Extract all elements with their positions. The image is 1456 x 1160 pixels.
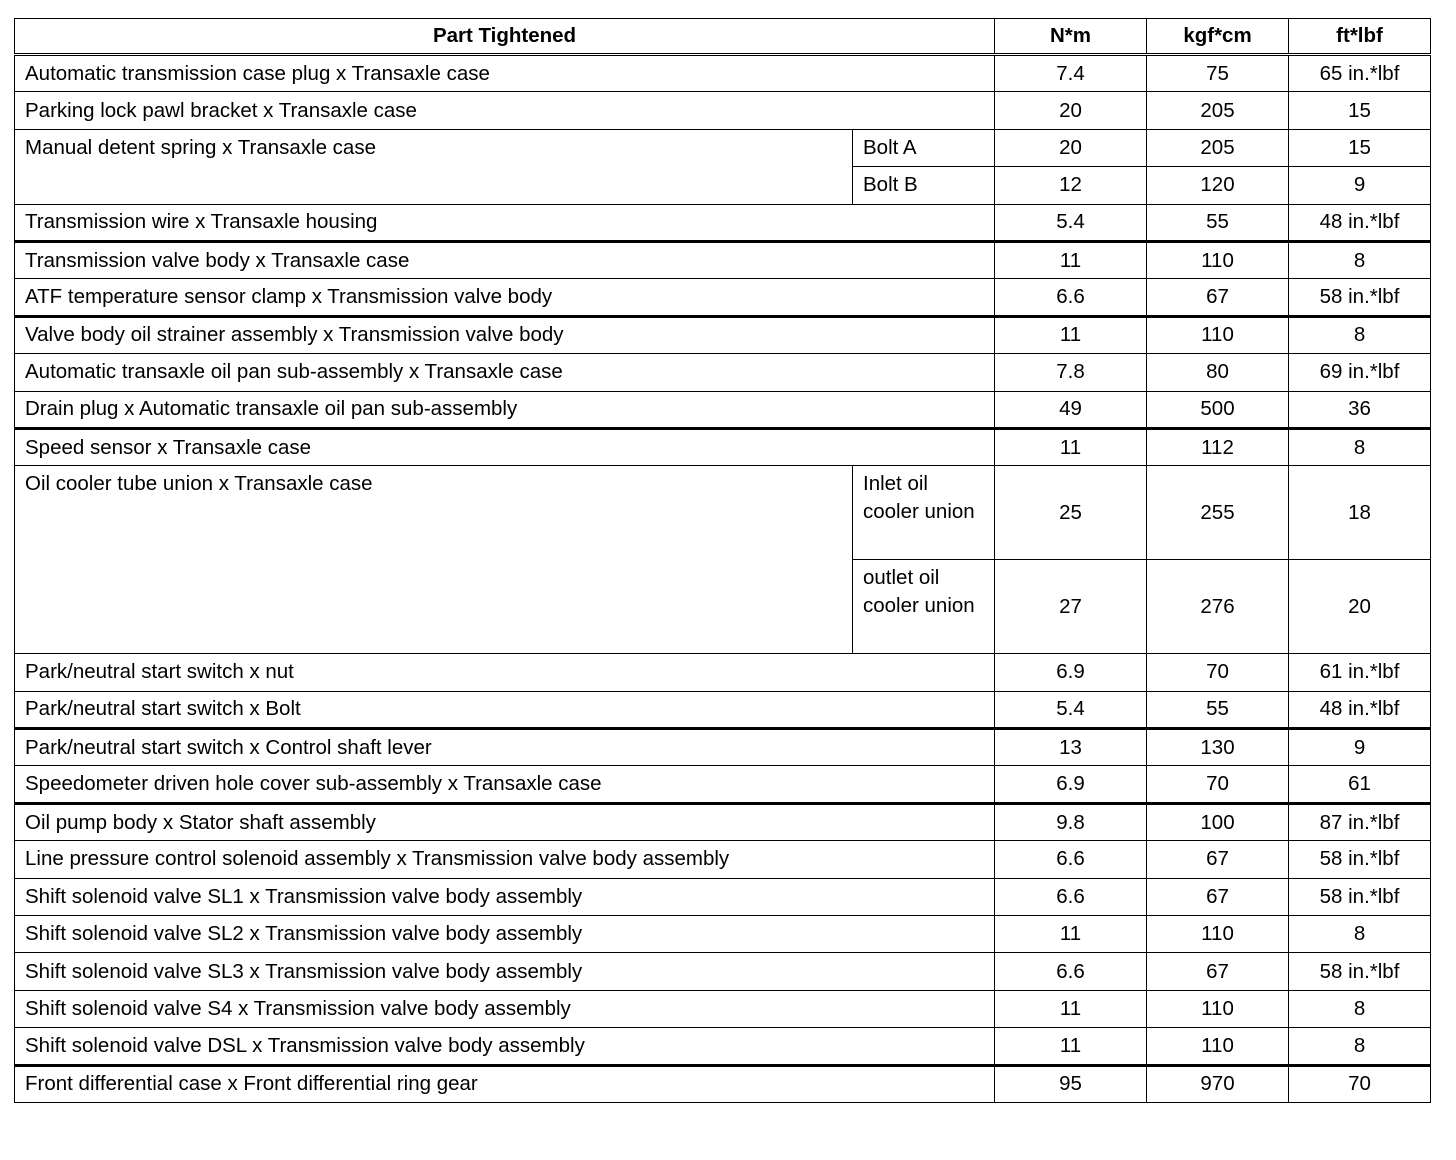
table-body [15, 55, 1431, 1103]
nm-cell: 11 [995, 916, 1147, 953]
nm-cell: 13 [995, 729, 1147, 766]
table-header-row [15, 19, 1431, 55]
ftlbf-cell: 15 [1289, 92, 1431, 129]
kgfcm-cell: 500 [1147, 391, 1289, 428]
table-row [15, 391, 1431, 428]
part-cell: Transmission wire x Transaxle housing [15, 204, 995, 241]
table-row [15, 878, 1431, 915]
ftlbf-cell: 69 in.*lbf [1289, 354, 1431, 391]
kgfcm-cell: 110 [1147, 241, 1289, 278]
part-cell: Transmission valve body x Transaxle case [15, 241, 995, 278]
ftlbf-cell: 58 in.*lbf [1289, 841, 1431, 878]
part-cell: Shift solenoid valve SL3 x Transmission valve body assembly [15, 953, 995, 990]
kgfcm-cell: 55 [1147, 204, 1289, 241]
table-row [15, 1028, 1431, 1065]
nm-cell: 6.6 [995, 953, 1147, 990]
nm-cell: 7.8 [995, 354, 1147, 391]
kgfcm-cell: 130 [1147, 729, 1289, 766]
table-row [15, 241, 1431, 278]
kgfcm-cell: 110 [1147, 316, 1289, 353]
ftlbf-cell: 8 [1289, 316, 1431, 353]
ftlbf-cell: 15 [1289, 129, 1431, 166]
table-row [15, 953, 1431, 990]
nm-cell: 5.4 [995, 204, 1147, 241]
kgfcm-cell: 120 [1147, 167, 1289, 204]
ftlbf-cell: 9 [1289, 729, 1431, 766]
table-row [15, 1065, 1431, 1102]
table-row [15, 654, 1431, 691]
ftlbf-cell: 65 in.*lbf [1289, 55, 1431, 92]
header-kgfcm: kgf*cm [1147, 19, 1289, 55]
part-cell: Oil pump body x Stator shaft assembly [15, 803, 995, 840]
ftlbf-cell: 8 [1289, 916, 1431, 953]
kgfcm-cell: 67 [1147, 841, 1289, 878]
ftlbf-cell: 48 in.*lbf [1289, 204, 1431, 241]
nm-cell: 5.4 [995, 691, 1147, 728]
table-row [15, 92, 1431, 129]
kgfcm-cell: 70 [1147, 766, 1289, 803]
sub-cell: Inlet oil cooler union [853, 466, 995, 560]
nm-cell: 11 [995, 1028, 1147, 1065]
table-row [15, 803, 1431, 840]
part-cell: ATF temperature sensor clamp x Transmission valve body [15, 279, 995, 316]
nm-cell: 6.6 [995, 878, 1147, 915]
nm-cell: 11 [995, 241, 1147, 278]
kgfcm-cell: 80 [1147, 354, 1289, 391]
part-cell: Parking lock pawl bracket x Transaxle case [15, 92, 995, 129]
part-cell: Valve body oil strainer assembly x Transmission valve body [15, 316, 995, 353]
nm-cell: 6.9 [995, 766, 1147, 803]
header-ftlbf: ft*lbf [1289, 19, 1431, 55]
nm-cell: 11 [995, 316, 1147, 353]
part-cell: Park/neutral start switch x nut [15, 654, 995, 691]
table-row [15, 466, 1431, 560]
nm-cell: 27 [995, 560, 1147, 654]
header-nm: N*m [995, 19, 1147, 55]
ftlbf-cell: 36 [1289, 391, 1431, 428]
kgfcm-cell: 67 [1147, 953, 1289, 990]
kgfcm-cell: 100 [1147, 803, 1289, 840]
nm-cell: 49 [995, 391, 1147, 428]
part-cell: Automatic transmission case plug x Transaxle case [15, 55, 995, 92]
nm-cell: 7.4 [995, 55, 1147, 92]
ftlbf-cell: 58 in.*lbf [1289, 953, 1431, 990]
table-row [15, 691, 1431, 728]
part-cell: Shift solenoid valve SL1 x Transmission valve body assembly [15, 878, 995, 915]
table-row [15, 279, 1431, 316]
table-row [15, 729, 1431, 766]
part-cell: Drain plug x Automatic transaxle oil pan sub-assembly [15, 391, 995, 428]
nm-cell: 6.9 [995, 654, 1147, 691]
nm-cell: 11 [995, 990, 1147, 1027]
nm-cell: 20 [995, 129, 1147, 166]
table-row [15, 316, 1431, 353]
part-cell: Oil cooler tube union x Transaxle case [15, 466, 853, 654]
table-row [15, 129, 1431, 166]
kgfcm-cell: 110 [1147, 916, 1289, 953]
ftlbf-cell: 20 [1289, 560, 1431, 654]
ftlbf-cell: 87 in.*lbf [1289, 803, 1431, 840]
ftlbf-cell: 61 in.*lbf [1289, 654, 1431, 691]
part-cell: Shift solenoid valve SL2 x Transmission valve body assembly [15, 916, 995, 953]
ftlbf-cell: 18 [1289, 466, 1431, 560]
part-cell: Speed sensor x Transaxle case [15, 428, 995, 465]
table-row [15, 204, 1431, 241]
sub-cell: Bolt A [853, 129, 995, 166]
sub-cell: outlet oil cooler union [853, 560, 995, 654]
nm-cell: 11 [995, 428, 1147, 465]
ftlbf-cell: 58 in.*lbf [1289, 279, 1431, 316]
table-row [15, 990, 1431, 1027]
part-cell: Shift solenoid valve DSL x Transmission valve body assembly [15, 1028, 995, 1065]
kgfcm-cell: 55 [1147, 691, 1289, 728]
part-cell: Manual detent spring x Transaxle case [15, 129, 853, 204]
torque-spec-table [14, 18, 1431, 1103]
kgfcm-cell: 70 [1147, 654, 1289, 691]
ftlbf-cell: 61 [1289, 766, 1431, 803]
sub-cell: Bolt B [853, 167, 995, 204]
kgfcm-cell: 67 [1147, 279, 1289, 316]
part-cell: Automatic transaxle oil pan sub-assembly x Transaxle case [15, 354, 995, 391]
kgfcm-cell: 112 [1147, 428, 1289, 465]
header-part-tightened: Part Tightened [15, 19, 995, 55]
table-row [15, 354, 1431, 391]
nm-cell: 6.6 [995, 841, 1147, 878]
nm-cell: 95 [995, 1065, 1147, 1102]
nm-cell: 20 [995, 92, 1147, 129]
part-cell: Park/neutral start switch x Control shaft lever [15, 729, 995, 766]
kgfcm-cell: 67 [1147, 878, 1289, 915]
kgfcm-cell: 205 [1147, 92, 1289, 129]
kgfcm-cell: 276 [1147, 560, 1289, 654]
ftlbf-cell: 58 in.*lbf [1289, 878, 1431, 915]
nm-cell: 6.6 [995, 279, 1147, 316]
table-row [15, 428, 1431, 465]
table-row [15, 766, 1431, 803]
kgfcm-cell: 205 [1147, 129, 1289, 166]
kgfcm-cell: 110 [1147, 990, 1289, 1027]
kgfcm-cell: 110 [1147, 1028, 1289, 1065]
ftlbf-cell: 70 [1289, 1065, 1431, 1102]
table-row [15, 916, 1431, 953]
ftlbf-cell: 9 [1289, 167, 1431, 204]
part-cell: Line pressure control solenoid assembly x Transmission valve body assembly [15, 841, 995, 878]
part-cell: Park/neutral start switch x Bolt [15, 691, 995, 728]
kgfcm-cell: 75 [1147, 55, 1289, 92]
nm-cell: 9.8 [995, 803, 1147, 840]
ftlbf-cell: 8 [1289, 241, 1431, 278]
ftlbf-cell: 8 [1289, 1028, 1431, 1065]
ftlbf-cell: 8 [1289, 990, 1431, 1027]
nm-cell: 12 [995, 167, 1147, 204]
kgfcm-cell: 970 [1147, 1065, 1289, 1102]
ftlbf-cell: 8 [1289, 428, 1431, 465]
part-cell: Speedometer driven hole cover sub-assembly x Transaxle case [15, 766, 995, 803]
part-cell: Shift solenoid valve S4 x Transmission valve body assembly [15, 990, 995, 1027]
part-cell: Front differential case x Front differential ring gear [15, 1065, 995, 1102]
ftlbf-cell: 48 in.*lbf [1289, 691, 1431, 728]
kgfcm-cell: 255 [1147, 466, 1289, 560]
table-row [15, 55, 1431, 92]
nm-cell: 25 [995, 466, 1147, 560]
table-row [15, 841, 1431, 878]
